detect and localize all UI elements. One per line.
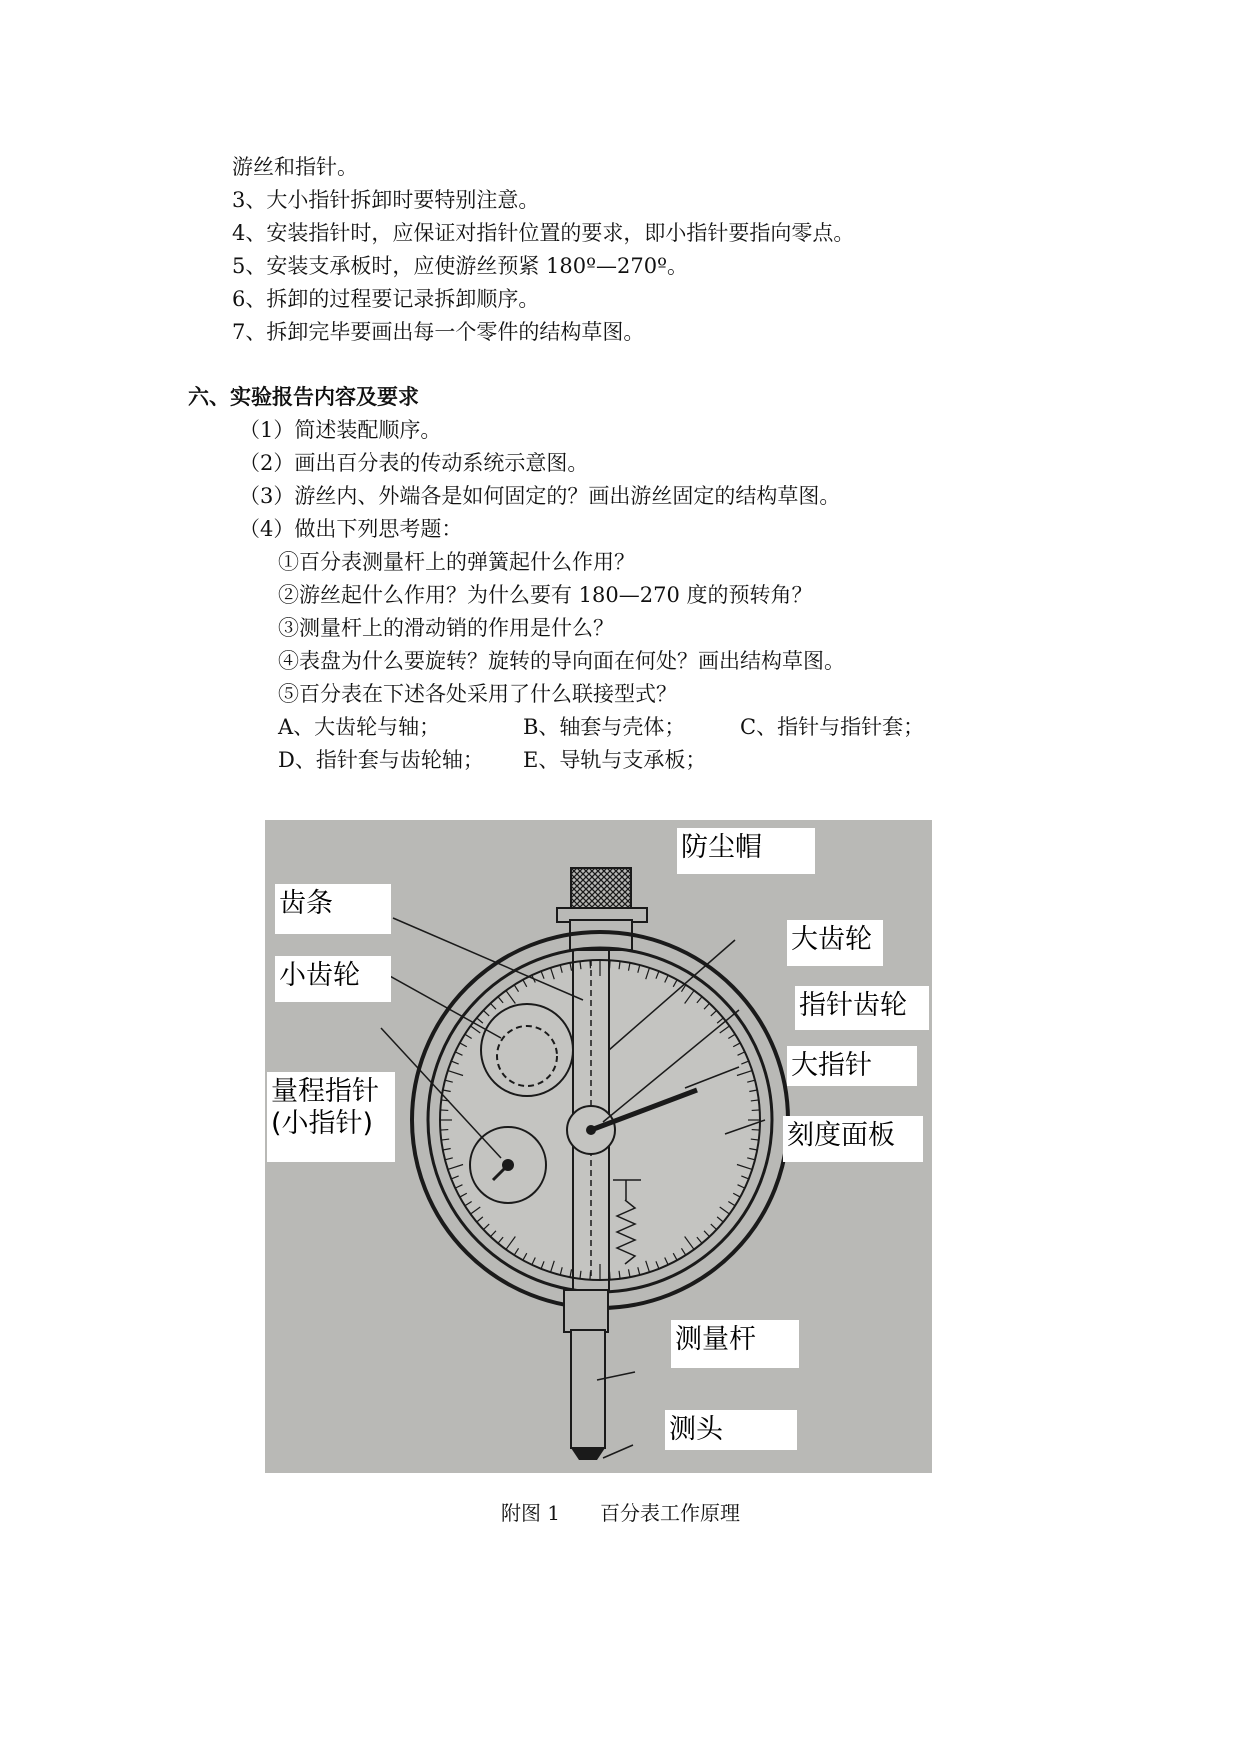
label-range-pointer bbox=[267, 1072, 395, 1162]
section-heading: 六、实验报告内容及要求 bbox=[188, 385, 419, 409]
question-1: ①百分表测量杆上的弹簧起什么作用？ bbox=[278, 550, 635, 574]
measuring-rod-shape bbox=[571, 1330, 605, 1448]
label-small-gear: 小齿轮 bbox=[275, 956, 391, 1002]
report-item-3: （3）游丝内、外端各是如何固定的？画出游丝固定的结构草图。 bbox=[239, 484, 841, 508]
label-big-pointer: 大指针 bbox=[787, 1046, 917, 1086]
label-dust-cap: 防尘帽 bbox=[677, 828, 815, 874]
dust-cap-shape bbox=[571, 868, 631, 910]
option-c: C、指针与指针套； bbox=[740, 715, 925, 739]
text-line-4: 5、安装支承板时，应使游丝预紧 180º—270º。 bbox=[232, 254, 688, 278]
caption-title: 百分表工作原理 bbox=[600, 1501, 741, 1525]
option-b: B、轴套与壳体； bbox=[523, 715, 686, 739]
label-rack: 齿条 bbox=[275, 884, 391, 934]
report-item-2: （2）画出百分表的传动系统示意图。 bbox=[239, 451, 589, 475]
option-a: A、大齿轮与轴； bbox=[278, 715, 441, 739]
small-gear-shape bbox=[481, 1004, 573, 1096]
text-line-3: 4、安装指针时，应保证对指针位置的要求，即小指针要指向零点。 bbox=[232, 221, 855, 245]
dial-indicator-figure bbox=[265, 820, 932, 1473]
option-e: E、导轨与支承板； bbox=[523, 748, 707, 772]
label-probe: 测头 bbox=[665, 1410, 797, 1450]
probe-tip bbox=[571, 1448, 605, 1460]
caption-number: 附图 1 bbox=[500, 1501, 561, 1525]
question-2: ②游丝起什么作用？为什么要有 180—270 度的预转角？ bbox=[278, 583, 813, 607]
report-item-4: （4）做出下列思考题： bbox=[239, 517, 463, 541]
question-3: ③测量杆上的滑动销的作用是什么？ bbox=[278, 616, 614, 640]
option-d: D、指针套与齿轮轴； bbox=[278, 748, 484, 772]
label-dial-plate: 刻度面板 bbox=[783, 1116, 923, 1162]
figure-caption bbox=[0, 1497, 1241, 1526]
text-line-1: 游丝和指针。 bbox=[232, 155, 358, 179]
text-line-6: 7、拆卸完毕要画出每一个零件的结构草图。 bbox=[232, 320, 645, 344]
label-big-gear: 大齿轮 bbox=[787, 920, 883, 966]
question-5: ⑤百分表在下述各处采用了什么联接型式？ bbox=[278, 682, 677, 706]
report-item-1: （1）简述装配顺序。 bbox=[239, 418, 442, 442]
label-range-pointer-line1: 量程指针 bbox=[271, 1076, 379, 1107]
text-line-5: 6、拆卸的过程要记录拆卸顺序。 bbox=[232, 287, 540, 311]
label-pointer-gear: 指针齿轮 bbox=[795, 986, 929, 1030]
label-range-pointer-line2: (小指针) bbox=[271, 1108, 374, 1139]
label-measuring-rod: 测量杆 bbox=[671, 1320, 799, 1368]
question-4: ④表盘为什么要旋转？旋转的导向面在何处？画出结构草图。 bbox=[278, 649, 845, 673]
text-line-2: 3、大小指针拆卸时要特别注意。 bbox=[232, 188, 540, 212]
